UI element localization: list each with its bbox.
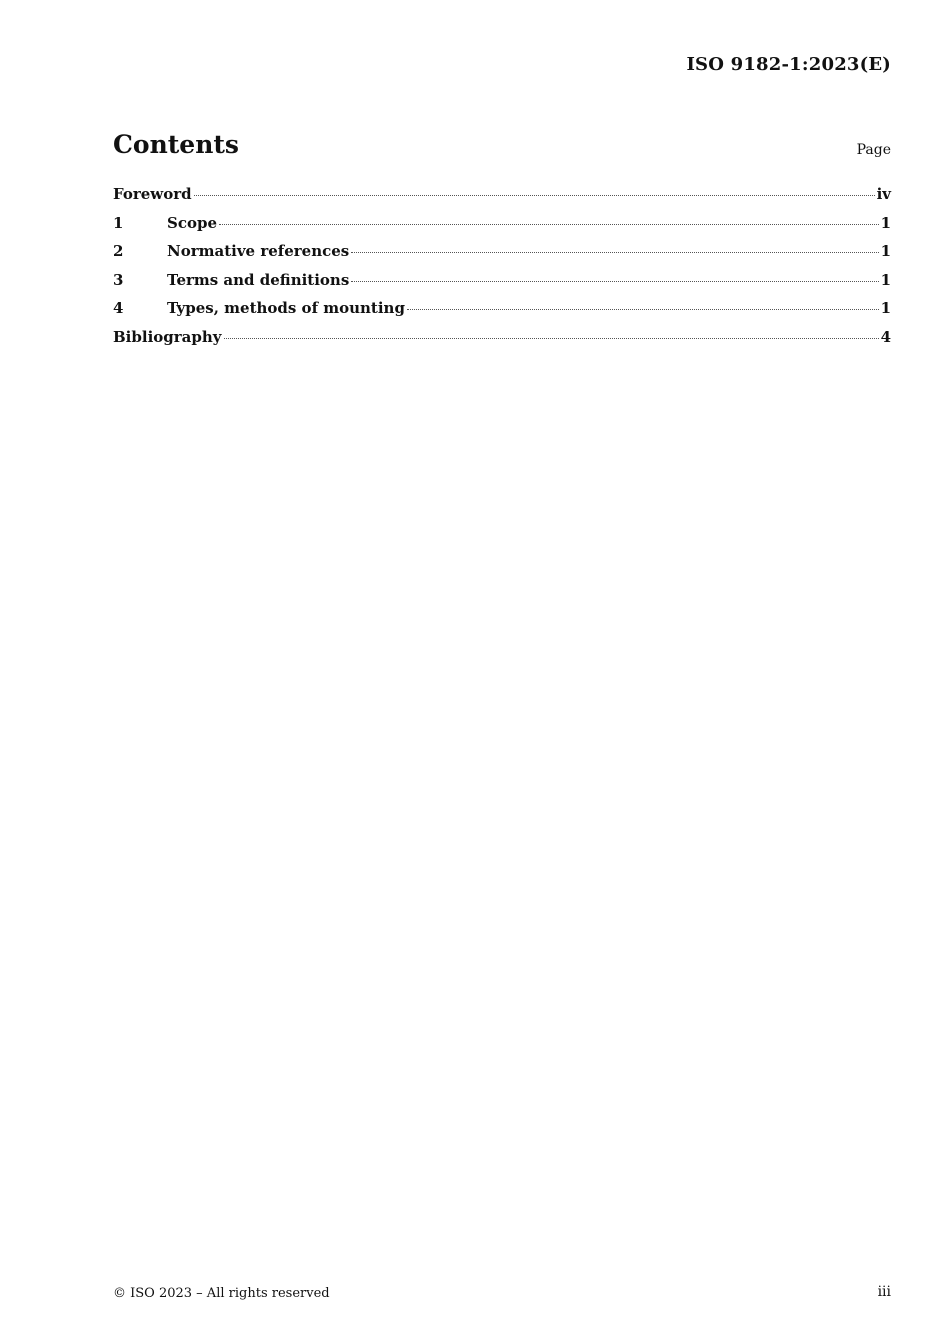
toc-entry-terms-and-definitions[interactable] [113,271,891,300]
page-column-label: Page [856,142,891,158]
toc-entry-types-methods-of-mounting[interactable] [113,299,891,328]
toc-leader-dots [351,252,878,253]
toc-leader-dots [407,309,879,310]
toc-entry-page: 1 [880,242,891,260]
toc-entry-bibliography[interactable] [113,328,891,357]
toc-entry-number: 3 [113,270,124,289]
toc-entry-title: Foreword [113,185,192,203]
toc-entry-title: Terms and definitions [167,270,350,289]
toc-entry-number: 1 [113,213,124,232]
toc-entry-title: Normative references [167,242,350,260]
toc-entry-number: 4 [113,299,124,317]
toc-entry-page: 4 [880,327,891,346]
toc-entry-title: Bibliography [113,327,222,346]
toc-entry-number: 2 [113,242,124,260]
contents-header [113,130,891,170]
toc-entry-page: iv [876,185,891,203]
toc-entry-page: 1 [880,299,891,317]
document-id: ISO 9182-1:2023(E) [686,54,891,75]
toc-entry-scope[interactable] [113,214,891,243]
copyright-notice: © ISO 2023 – All rights reserved [113,1286,330,1301]
toc-entry-title: Types, methods of mounting [167,299,405,317]
toc-leader-dots [351,281,878,282]
toc-leader-dots [219,224,879,225]
toc-entry-foreword[interactable] [113,185,891,214]
toc-entry-page: 1 [880,270,891,289]
toc-entry-normative-references[interactable] [113,242,891,271]
toc-entry-title: Scope [167,213,218,232]
toc-leader-dots [224,338,879,339]
table-of-contents [113,185,891,356]
contents-title: Contents [113,130,240,159]
toc-entry-page: 1 [880,213,891,232]
page-number: iii [877,1284,891,1300]
toc-leader-dots [194,195,875,196]
